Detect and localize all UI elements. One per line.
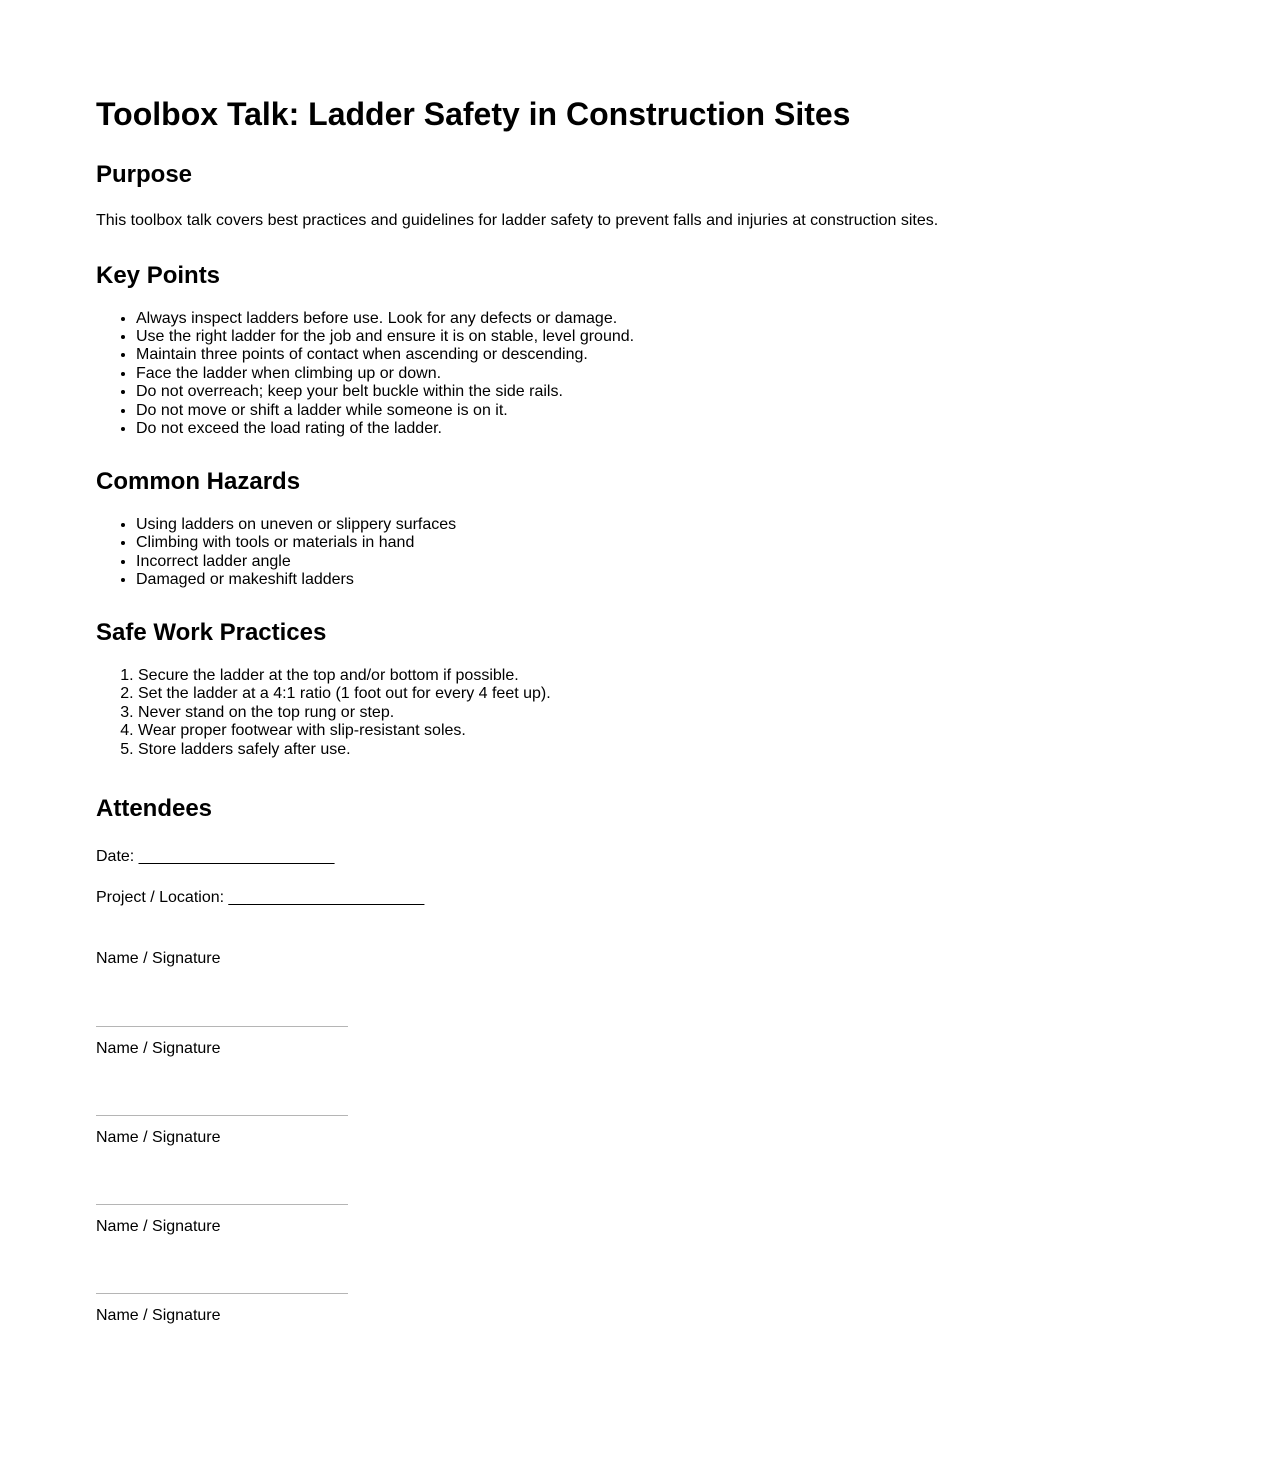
project-location-field[interactable]: Project / Location: ______________________ xyxy=(96,889,425,907)
key-points-list xyxy=(96,310,1167,439)
date-field[interactable]: Date: ______________________ xyxy=(96,848,335,866)
section-heading-key-points: Key Points xyxy=(96,261,221,289)
list-item: 2. Set the ladder at a 4:1 ratio (1 foot out for every 4 feet up). xyxy=(138,685,1167,703)
list-item: • Do not move or shift a ladder while someone is on it. xyxy=(136,402,1167,420)
list-item: • Always inspect ladders before use. Look for any defects or damage. xyxy=(136,310,1167,328)
signature-row[interactable] xyxy=(96,1306,348,1325)
list-item: 1. Secure the ladder at the top and/or bottom if possible. xyxy=(138,667,1167,685)
section-heading-attendees: Attendees xyxy=(96,795,213,823)
list-item: 3. Never stand on the top rung or step. xyxy=(138,704,1167,722)
signature-label: Name / Signature xyxy=(96,950,221,968)
safe-work-practices-list xyxy=(96,667,1167,759)
list-item: • Incorrect ladder angle xyxy=(136,553,1167,571)
page-title: Toolbox Talk: Ladder Safety in Construction Sites xyxy=(96,96,851,132)
signature-label: Name / Signature xyxy=(96,1039,221,1057)
signature-list xyxy=(96,949,1167,1325)
signature-label: Name / Signature xyxy=(96,1128,221,1146)
section-heading-safe-work-practices: Safe Work Practices xyxy=(96,619,327,647)
section-heading-common-hazards: Common Hazards xyxy=(96,468,301,496)
signature-label: Name / Signature xyxy=(96,1217,221,1235)
list-item: • Do not exceed the load rating of the ladder. xyxy=(136,420,1167,438)
signature-row[interactable] xyxy=(96,949,348,1026)
section-heading-purpose: Purpose xyxy=(96,160,193,188)
signature-row[interactable] xyxy=(96,1217,348,1294)
list-item: • Use the right ladder for the job and ensure it is on stable, level ground. xyxy=(136,328,1167,346)
list-item: • Using ladders on uneven or slippery surfaces xyxy=(136,516,1167,534)
list-item: • Climbing with tools or materials in hand xyxy=(136,534,1167,552)
signature-row[interactable] xyxy=(96,1128,348,1205)
list-item: • Maintain three points of contact when ascending or descending. xyxy=(136,346,1167,364)
list-item: 4. Wear proper footwear with slip-resistant soles. xyxy=(138,722,1167,740)
list-item: • Face the ladder when climbing up or down. xyxy=(136,365,1167,383)
common-hazards-list xyxy=(96,516,1167,590)
signature-row[interactable] xyxy=(96,1039,348,1116)
list-item: • Do not overreach; keep your belt buckle within the side rails. xyxy=(136,383,1167,401)
purpose-paragraph: This toolbox talk covers best practices and guidelines for ladder safety to prevent falls and injuries at construction sites. xyxy=(96,212,939,230)
list-item: • Damaged or makeshift ladders xyxy=(136,571,1167,589)
signature-label: Name / Signature xyxy=(96,1307,221,1325)
list-item: 5. Store ladders safely after use. xyxy=(138,741,1167,759)
